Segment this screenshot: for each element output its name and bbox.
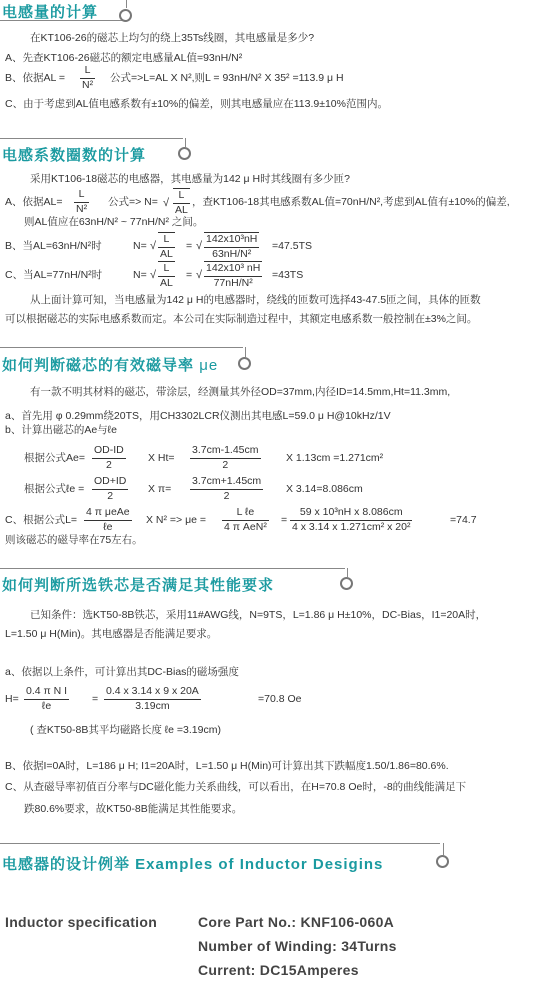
title-underline: [0, 20, 122, 21]
step-c-label: C、当AL=77nH/N²时: [5, 269, 103, 281]
step-b-label: B、依据AL =: [5, 72, 66, 84]
al-formula-fraction: [80, 64, 95, 92]
current-rating: Current: DC15Amperes: [198, 962, 359, 978]
sqrt-icon: √: [196, 269, 203, 281]
step-c-text: 跌80.6%要求，故KT50-8B能满足其性能要求。: [24, 803, 243, 815]
step-c-label: C、根据公式L=: [5, 514, 78, 526]
step-b-text: B、依据I=0A时，L=186 μ H; I1=20A时，L=1.50 μ H(Min)可计算出其下跌幅度1.50/1.86=80.6%.: [5, 760, 449, 772]
formula-fraction: [190, 475, 263, 503]
title-connector: [245, 347, 246, 357]
result-text: =70.8 Oe: [258, 693, 302, 705]
sqrt-icon: √: [150, 240, 157, 252]
fraction-denominator: 2: [107, 489, 114, 502]
fraction-denominator: 4 x 3.14 x 1.271cm² x 20²: [292, 520, 411, 533]
ring-icon: [119, 9, 132, 22]
formula-fraction: [92, 444, 126, 472]
note-text: ( 查KT50-8B其平均磁路长度 ℓe =3.19cm): [30, 724, 221, 736]
formula-fraction: [104, 685, 201, 713]
formula-text: X N² => μe =: [146, 514, 207, 526]
section-title: 电感量的计算: [2, 4, 99, 21]
fraction-numerator: L: [158, 233, 175, 248]
formula-text: X Ht=: [148, 452, 175, 464]
section-title: 电感器的设计例举 Examples of Inductor Desigins: [2, 856, 384, 873]
step-a-text: a、依据以上条件，可计算出其DC-Bias的磁场强度: [5, 666, 239, 678]
fraction-numerator: 3.7cm+1.45cm: [190, 475, 263, 490]
sqrt-icon: √: [196, 240, 203, 252]
formula-fraction: [84, 506, 132, 534]
sqrt-fraction: [158, 261, 175, 290]
step-b-text: b、计算出磁芯的Ae与ℓe: [5, 424, 117, 436]
formula-text: =: [92, 693, 99, 705]
result-text: =74.7: [450, 514, 477, 526]
step-b-formula: 公式=>L=AL X N²,则L = 93nH/N² X 35² =113.9 μ H: [110, 72, 344, 84]
formula-text: =: [281, 514, 288, 526]
title-connector: [347, 568, 348, 577]
formula-fraction: [24, 685, 69, 713]
section-title-text: 如何判断磁芯的有效磁导率: [2, 357, 195, 374]
spec-label: Inductor specification: [5, 914, 158, 930]
fraction-denominator: ℓe: [41, 699, 52, 712]
fraction-numerator: 59 x 10³nH x 8.086cm: [290, 506, 412, 521]
fraction-denominator: 2: [222, 458, 229, 471]
fraction-numerator: OD-ID: [92, 444, 126, 459]
step-c-text: C、从查磁导率初值百分率与DC磁化能力关系曲线，可以看出，在H=70.8 Oe时，-8的曲线能满足下: [5, 781, 467, 793]
formula-label: 根据公式ℓe =: [24, 483, 85, 495]
step-c-text: C、由于考虑到AL值电感系数有±10%的偏差，则其电感量应在113.9±10%范围内。: [5, 98, 388, 110]
result-text: X 3.14=8.086cm: [286, 483, 363, 495]
fraction-denominator: 2: [105, 458, 112, 471]
fraction-numerator: L ℓe: [222, 506, 269, 521]
formula-fraction: [92, 475, 128, 503]
given-conditions: L=1.50 μ H(Min)。其电感器是否能满足要求。: [5, 628, 218, 640]
sqrt-icon: √: [150, 269, 157, 281]
sqrt-fraction: [204, 261, 262, 290]
fraction-denominator: N²: [76, 202, 88, 215]
fraction-denominator: ℓe: [103, 520, 113, 533]
formula-text: =: [186, 240, 193, 252]
sqrt-fraction: [173, 188, 190, 217]
fraction-numerator: L: [80, 64, 95, 79]
section-title: 如何判断所选铁芯是否满足其性能要求: [2, 577, 275, 594]
formula-fraction: [190, 444, 261, 472]
title-overline: [0, 843, 440, 844]
formula-text: ，查KT106-18其电感系数AL值=70nH/N²,考虑到AL值有±10%的偏差,: [192, 196, 510, 208]
fraction-denominator: 77nH/N²: [213, 276, 253, 289]
section-title: 电感系数圈数的计算: [2, 147, 147, 164]
fraction-numerator: L: [158, 262, 175, 277]
title-connector: [185, 138, 186, 147]
step-a-label: A、依据AL=: [5, 196, 63, 208]
fraction-denominator: AL: [160, 276, 173, 289]
ring-icon: [340, 577, 353, 590]
result-text: =43TS: [272, 269, 304, 281]
question-text: 在KT106-26的磁芯上均匀的绕上35Ts线圈，其电感量是多少?: [30, 32, 315, 44]
fraction-denominator: 63nH/N²: [212, 247, 252, 260]
result-text: X 1.13cm =1.271cm²: [286, 452, 384, 464]
formula-fraction: [290, 506, 412, 534]
core-part-number: Core Part No.: KNF106-060A: [198, 914, 395, 930]
title-connector: [126, 0, 127, 8]
sqrt-fraction: [158, 232, 175, 261]
fraction-denominator: 4 π AeN²: [224, 520, 267, 533]
fraction-numerator: 142x10³ nH: [204, 262, 262, 277]
ring-icon: [238, 357, 251, 370]
section-title-symbol: μe: [199, 357, 219, 374]
formula-text: X π=: [148, 483, 172, 495]
fraction-numerator: 3.7cm-1.45cm: [190, 444, 261, 459]
step-b-label: B、当AL=63nH/N²时: [5, 240, 102, 252]
section-title: [2, 356, 218, 376]
result-text: =47.5TS: [272, 240, 312, 252]
fraction-numerator: L: [173, 189, 190, 204]
ring-icon: [436, 855, 449, 868]
step-a-text: a、首先用 φ 0.29mm绕20TS，用CH3302LCR仪测出其电感L=59.0 μ H@10kHz/1V: [5, 410, 391, 422]
winding-count: Number of Winding: 34Turns: [198, 938, 397, 954]
paragraph-line: 可以根据磁芯的实际电感系数而定。本公司在实际制造过程中，其额定电感系数一般控制在±3%之间。: [5, 313, 478, 325]
formula-label: 根据公式Ae=: [24, 452, 85, 464]
fraction-numerator: 142x10³nH: [204, 233, 259, 248]
fraction-numerator: 4 π μeAe: [84, 506, 132, 521]
question-text: 有一款不明其材料的磁芯，带涂层，经测量其外径OD=37mm,内径ID=14.5mm,Ht=11.3mm,: [30, 386, 451, 398]
formula-label: H=: [5, 693, 19, 705]
given-conditions: 已知条件：选KT50-8B铁芯，采用11#AWG线，N=9TS，L=1.86 μ H±10%，DC-Bias，I1=20A时，: [30, 609, 487, 621]
formula-text: N=: [133, 240, 147, 252]
step-a-text: A、先查KT106-26磁芯的额定电感量AL值=93nH/N²: [5, 52, 243, 64]
conclusion-text: 则该磁芯的磁导率在75左右。: [5, 534, 143, 546]
formula-text: =: [186, 269, 193, 281]
title-overline: [0, 138, 183, 139]
title-connector: [443, 843, 444, 855]
title-overline: [0, 347, 243, 348]
formula-text: 公式=> N=: [108, 196, 158, 208]
question-text: 采用KT106-18磁芯的电感器，其电感量为142 μ H时其线圈有多少匝?: [30, 173, 350, 185]
sqrt-fraction: [204, 232, 259, 261]
fraction-denominator: AL: [160, 247, 173, 260]
formula-text: N=: [133, 269, 147, 281]
fraction-denominator: AL: [175, 203, 188, 216]
fraction-numerator: 0.4 x 3.14 x 9 x 20A: [104, 685, 201, 700]
formula-fraction: [222, 506, 269, 534]
sqrt-icon: √: [163, 197, 170, 209]
fraction-numerator: L: [74, 188, 89, 203]
fraction-denominator: 2: [223, 489, 230, 502]
title-overline: [0, 568, 345, 569]
fraction-numerator: OD+ID: [92, 475, 128, 490]
fraction-denominator: N²: [82, 78, 94, 91]
al-formula-fraction: [74, 188, 89, 216]
ring-icon: [178, 147, 191, 160]
paragraph-line: 从上面计算可知，当电感量为142 μ H的电感器时，绕线的匝数可选择43-47.5匝之间，具体的匝数: [30, 294, 481, 306]
fraction-numerator: 0.4 π N I: [24, 685, 69, 700]
fraction-denominator: 3.19cm: [135, 699, 170, 712]
al-range-text: 则AL值应在63nH/N² ~ 77nH/N² 之间。: [24, 216, 204, 228]
